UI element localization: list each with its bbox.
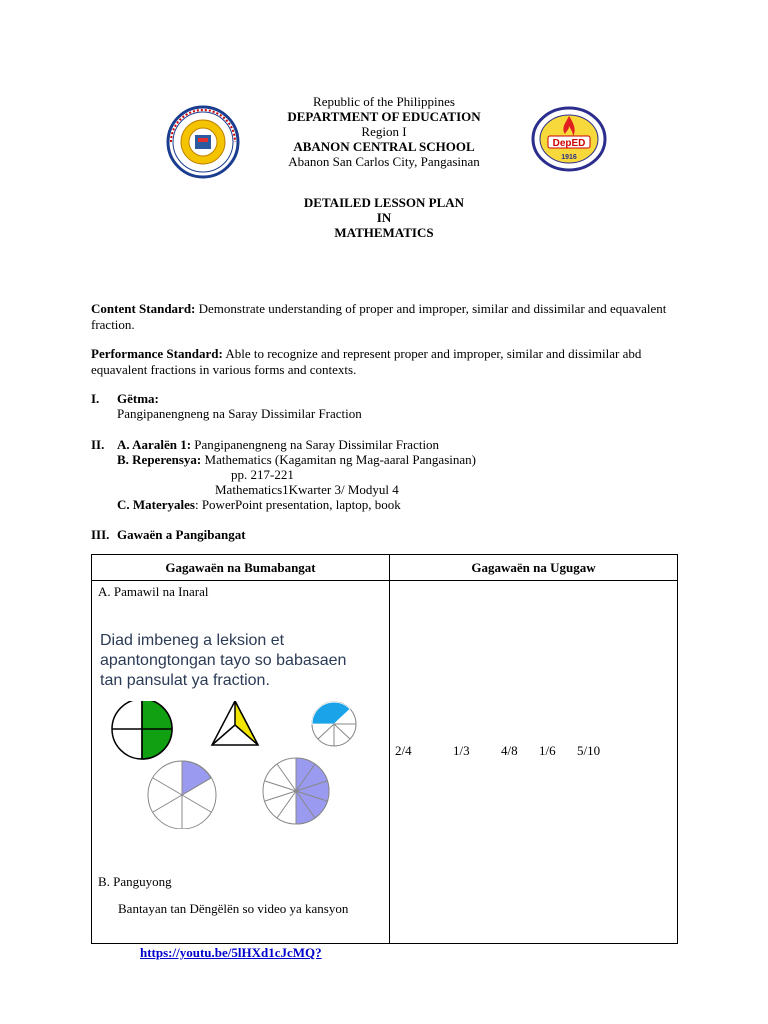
section2-b-module: Mathematics1Kwarter 3/ Modyul 4 xyxy=(215,482,399,497)
section2-a xyxy=(117,437,439,453)
section3-number: III. xyxy=(91,527,110,542)
section-b-text: Bantayan tan Dëngëlën so video ya kansyon xyxy=(118,901,349,916)
header-school: ABANON CENTRAL SCHOOL xyxy=(293,139,475,154)
fraction-answer: 2/4 xyxy=(395,743,412,758)
fraction-shapes xyxy=(106,701,386,829)
performance-standard-label: Performance Standard: xyxy=(91,346,223,361)
col2-header: Gagawaën na Ugugaw xyxy=(390,555,678,581)
fraction-answer: 1/6 xyxy=(539,743,556,758)
section2-b-text: Mathematics (Kagamitan ng Mag-aaral Pangasinan) xyxy=(201,452,476,467)
section1-heading: Gëtma: xyxy=(117,391,159,406)
section-b-title: B. Panguyong xyxy=(98,874,172,889)
title-line3: MATHEMATICS xyxy=(334,225,434,240)
circle-five-tenths xyxy=(263,758,329,824)
section1-text: Pangipanengneng na Saray Dissimilar Fraction xyxy=(117,406,362,421)
header-republic: Republic of the Philippines xyxy=(313,94,455,109)
triangle-one-third xyxy=(212,701,258,745)
performance-standard-text: Able to recognize and represent proper and improper, similar and dissimilar abd equavalent fractions in various forms and contexts. xyxy=(91,346,642,377)
section3-heading: Gawaën a Pangibangat xyxy=(117,527,246,542)
header-address: Abanon San Carlos City, Pangasinan xyxy=(288,154,480,169)
col1-header: Gagawaën na Bumabangat xyxy=(92,555,390,581)
svg-text:1916: 1916 xyxy=(561,154,577,161)
title-line1: DETAILED LESSON PLAN xyxy=(303,195,465,210)
section2-a-label: A. Aaralën 1: xyxy=(117,437,192,452)
content-standard-text: Demonstrate understanding of proper and improper, similar and dissimilar and equavalent fraction. xyxy=(91,301,667,332)
section2-number: II. xyxy=(91,437,105,452)
section1-number: I. xyxy=(91,391,100,406)
section2-c-label: C. Materyales xyxy=(117,497,195,512)
section2-a-text: Pangipanengneng na Saray Dissimilar Fraction xyxy=(191,437,440,452)
header-department: DEPARTMENT OF EDUCATION xyxy=(287,109,481,124)
title-line2: IN xyxy=(376,210,392,225)
performance-standard xyxy=(91,346,681,378)
fraction-answer: 4/8 xyxy=(501,743,518,758)
fraction-answer: 1/3 xyxy=(453,743,470,758)
svg-text:DepED: DepED xyxy=(552,138,586,149)
content-standard xyxy=(91,301,681,333)
section2-b-pages: pp. 217-221 xyxy=(231,467,294,482)
prompt-text: Diad imbeneg a leksion et apantongtongan tayo so babasaen tan pansulat ya fraction. xyxy=(100,632,347,689)
lesson-table xyxy=(91,554,678,960)
circle-one-sixth xyxy=(148,761,216,829)
section2-c xyxy=(117,497,401,513)
section2-b-label: B. Reperensya: xyxy=(117,452,202,467)
section-a-title: A. Pamawil na Inaral xyxy=(98,584,209,599)
fraction-answers xyxy=(395,743,600,759)
circle-two-fourths xyxy=(112,701,172,759)
fraction-answer: 5/10 xyxy=(577,743,601,758)
video-link-wrap xyxy=(140,945,322,961)
section2-b xyxy=(117,452,476,468)
header-region: Region I xyxy=(361,124,407,139)
circle-cyan-sectors xyxy=(312,702,356,746)
content-standard-label: Content Standard: xyxy=(91,301,196,316)
col2-cell xyxy=(390,581,678,944)
section2-c-text: : PowerPoint presentation, laptop, book xyxy=(194,497,401,512)
col1-cell xyxy=(92,581,390,960)
video-link[interactable]: https://youtu.be/5lHXd1cJcMQ? xyxy=(140,945,322,960)
